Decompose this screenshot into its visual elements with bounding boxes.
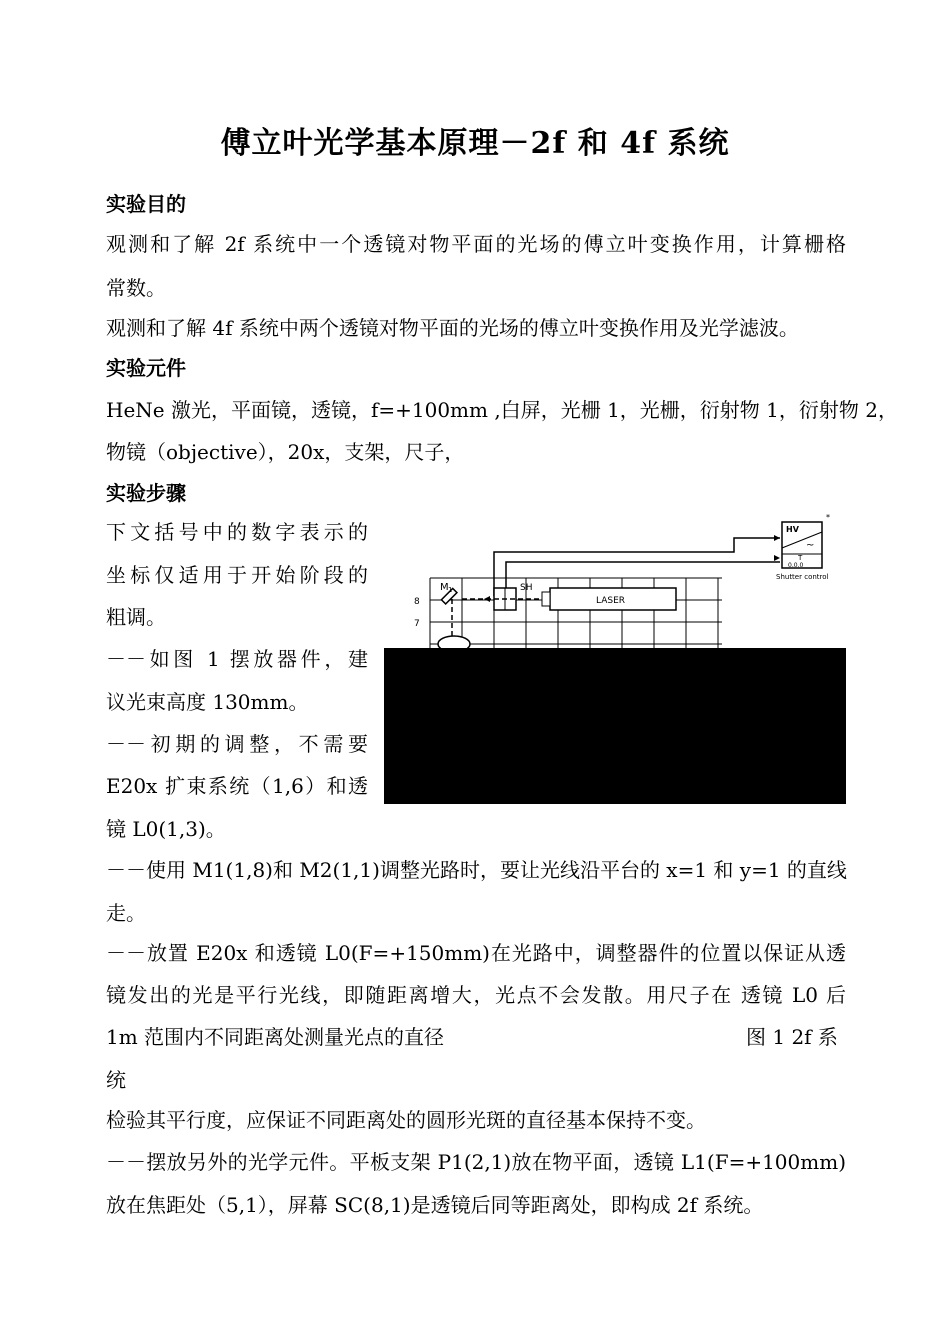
steps-line-2: 走。 xyxy=(106,901,146,925)
purpose-line-2: 常数。 xyxy=(106,276,166,300)
figure-caption: 图 1 2f 系 xyxy=(746,1025,838,1049)
laser-label: LASER xyxy=(596,596,626,606)
steps-narrow-line-7: E20x 扩束系统（1,6）和透 xyxy=(106,774,368,798)
laser-source xyxy=(542,588,676,610)
m1-subscript: 1 xyxy=(448,586,453,594)
shutter xyxy=(494,583,532,610)
hv-power-supply xyxy=(782,513,830,569)
steps-line-1: －－使用 M1(1,8)和 M2(1,1)调整光路时，要让光线沿平台的 x=1 和 y=1 的直线 xyxy=(106,858,847,882)
row-label-7: 7 xyxy=(414,619,420,629)
steps-narrow-line-3: 粗调。 xyxy=(106,605,166,629)
purpose-line-1: 观测和了解 2f 系统中一个透镜对物平面的光场的傅立叶变换作用，计算栅格 xyxy=(106,232,846,256)
cable-arrow-2 xyxy=(774,535,780,541)
tilde-label: ~ xyxy=(806,540,815,551)
heading-purpose: 实验目的 xyxy=(106,192,186,216)
steps-narrow-line-8: 镜 L0(1,3)。 xyxy=(106,817,226,841)
steps-line-9: 放在焦距处（5,1），屏幕 SC(8,1)是透镜后同等距离处，即构成 2f 系统。 xyxy=(106,1193,764,1217)
redacted-region xyxy=(384,648,846,804)
components-line-2: 物镜（objective），20x，支架，尺子， xyxy=(106,440,465,464)
cable-arrow-1 xyxy=(774,555,780,561)
steps-narrow-line-4: －－如图 1 摆放器件，建 xyxy=(106,647,368,671)
star-label: * xyxy=(826,513,830,522)
row-label-8: 8 xyxy=(414,597,420,607)
steps-narrow-line-6: －－初期的调整，不需要 xyxy=(106,732,368,756)
hv-label: HV xyxy=(786,525,799,534)
steps-narrow-line-2: 坐标仅适用于开始阶段的 xyxy=(106,563,368,587)
steps-line-8: －－摆放另外的光学元件。平板支架 P1(2,1)放在物平面，透镜 L1(F=+100mm) xyxy=(106,1150,846,1174)
purpose-line-3: 观测和了解 4f 系统中两个透镜对物平面的光场的傅立叶变换作用及光学滤波。 xyxy=(106,316,799,340)
steps-line-4: 镜发出的光是平行光线，即随距离增大，光点不会发散。用尺子在 透镜 L0 后 xyxy=(106,983,846,1007)
page-title: 傅立叶光学基本原理－2f 和 4f 系统 xyxy=(220,126,730,161)
heading-components: 实验元件 xyxy=(106,356,186,380)
beam-arrow xyxy=(484,596,490,602)
shutter-control-label: Shutter control xyxy=(776,573,829,581)
sh-label: SH xyxy=(520,583,533,593)
steps-line-6: 统 xyxy=(106,1068,126,1092)
steps-narrow-line-1: 下文括号中的数字表示的 xyxy=(106,520,368,544)
steps-narrow-line-5: 议光束高度 130mm。 xyxy=(106,690,309,714)
heading-steps: 实验步骤 xyxy=(106,481,186,505)
steps-line-7: 检验其平行度，应保证不同距离处的圆形光斑的直径基本保持不变。 xyxy=(106,1108,706,1132)
steps-line-3: －－放置 E20x 和透镜 L0(F=+150mm)在光路中，调整器件的位置以保证从透 xyxy=(106,941,846,965)
m1-label: M xyxy=(440,582,449,593)
steps-line-5: 1m 范围内不同距离处测量光点的直径 xyxy=(106,1025,445,1049)
digits-label: 0.0.0 xyxy=(788,562,804,569)
components-line-1: HeNe 激光，平面镜，透镜，f=+100mm ,白屏，光栅 1，光栅，衍射物 1，衍射物 2， xyxy=(106,398,898,422)
t-label: T xyxy=(798,554,803,562)
